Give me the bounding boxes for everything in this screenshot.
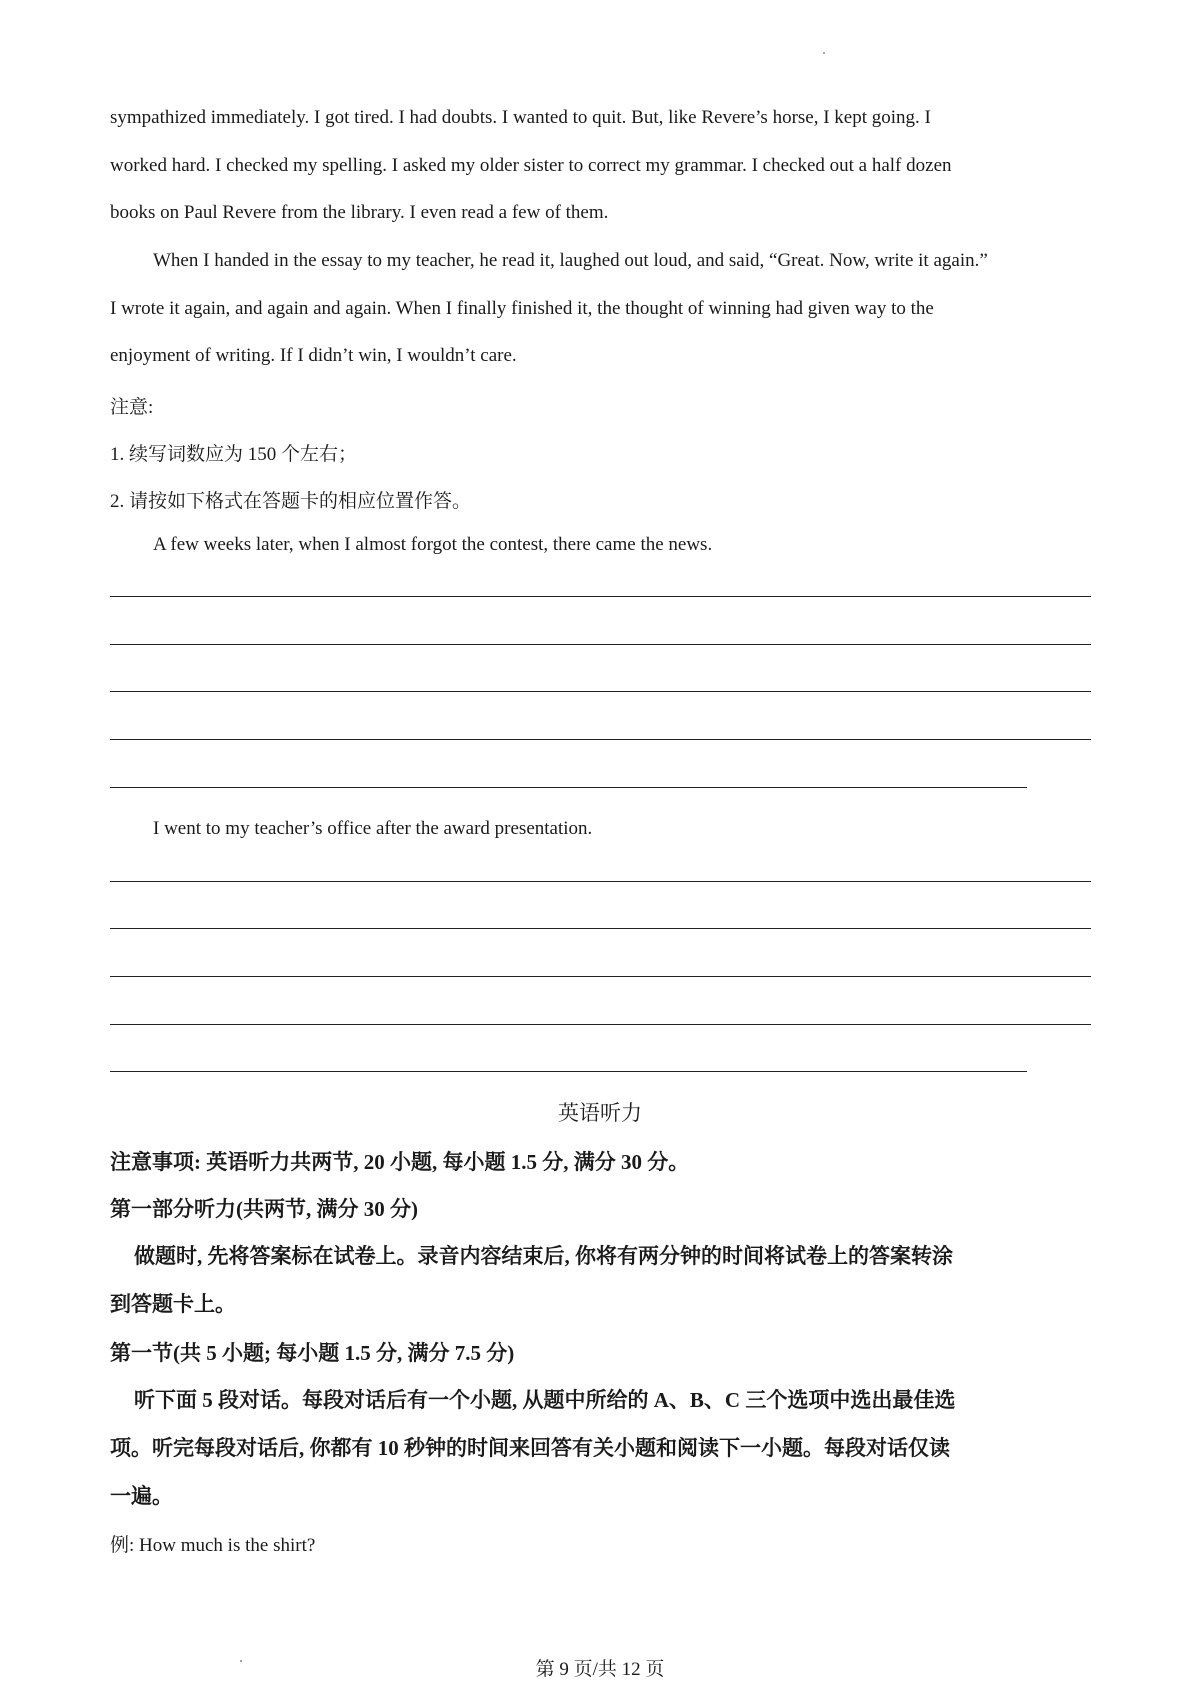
listening-part-1: 第一部分听力(共两节, 满分 30 分) bbox=[110, 1197, 418, 1221]
listening-section-1: 第一节(共 5 小题; 每小题 1.5 分, 满分 7.5 分) bbox=[110, 1341, 515, 1365]
answer-line[interactable] bbox=[110, 881, 1091, 882]
section-1-instruction bbox=[110, 1376, 1100, 1520]
listening-example: 例: How much is the shirt? bbox=[110, 1535, 316, 1556]
listening-notice: 注意事项: 英语听力共两节, 20 小题, 每小题 1.5 分, 满分 30 分。 bbox=[110, 1150, 690, 1174]
answer-line[interactable] bbox=[110, 976, 1091, 977]
instruction-line: 到答题卡上。 bbox=[110, 1292, 236, 1316]
passage-paragraph-1 bbox=[110, 94, 1100, 237]
listening-title: 英语听力 bbox=[558, 1101, 642, 1125]
instruction-line: 一遍。 bbox=[110, 1484, 173, 1508]
notes-heading: 注意: bbox=[110, 397, 154, 418]
passage-paragraph-2 bbox=[110, 237, 1100, 380]
scan-dot bbox=[823, 52, 825, 54]
answer-line[interactable] bbox=[110, 787, 1027, 788]
writing-prompt-2: I went to my teacher’s office after the award presentation. bbox=[153, 818, 593, 839]
notes-item-2: 2. 请按如下格式在答题卡的相应位置作答。 bbox=[110, 491, 472, 512]
answer-line[interactable] bbox=[110, 596, 1091, 597]
passage-line: sympathized immediately. I got tired. I had doubts. I wanted to quit. But, like Revere’s horse, I kept going. I bbox=[110, 107, 931, 128]
writing-prompt-1: A few weeks later, when I almost forgot the contest, there came the news. bbox=[153, 534, 713, 555]
instruction-line: 听下面 5 段对话。每段对话后有一个小题, 从题中所给的 A、B、C 三个选项中选出最佳选 bbox=[134, 1388, 956, 1412]
answer-line[interactable] bbox=[110, 644, 1091, 645]
scan-dot bbox=[240, 1660, 242, 1662]
passage-line: I wrote it again, and again and again. When I finally finished it, the thought of winning had given way to the bbox=[110, 297, 934, 319]
instruction-line: 项。听完每段对话后, 你都有 10 秒钟的时间来回答有关小题和阅读下一小题。每段对话仅读 bbox=[110, 1436, 950, 1460]
answer-line[interactable] bbox=[110, 1024, 1091, 1025]
passage-line: worked hard. I checked my spelling. I asked my older sister to correct my grammar. I checked out a half dozen bbox=[110, 154, 952, 176]
answer-line[interactable] bbox=[110, 739, 1091, 740]
answer-line[interactable] bbox=[110, 1071, 1027, 1072]
notes-item-1: 1. 续写词数应为 150 个左右； bbox=[110, 444, 358, 465]
passage-line: enjoyment of writing. If I didn’t win, I wouldn’t care. bbox=[110, 345, 517, 366]
instruction-line: 做题时, 先将答案标在试卷上。录音内容结束后, 你将有两分钟的时间将试卷上的答案转涂 bbox=[134, 1244, 953, 1268]
passage-line: books on Paul Revere from the library. I even read a few of them. bbox=[110, 202, 609, 223]
answer-line[interactable] bbox=[110, 691, 1091, 692]
page-number: 第 9 页/共 12 页 bbox=[535, 1659, 665, 1680]
passage-line: When I handed in the essay to my teacher, he read it, laughed out loud, and said, “Great. Now, write it again.” bbox=[153, 250, 988, 271]
answer-line[interactable] bbox=[110, 928, 1091, 929]
listening-instruction bbox=[110, 1232, 1100, 1328]
